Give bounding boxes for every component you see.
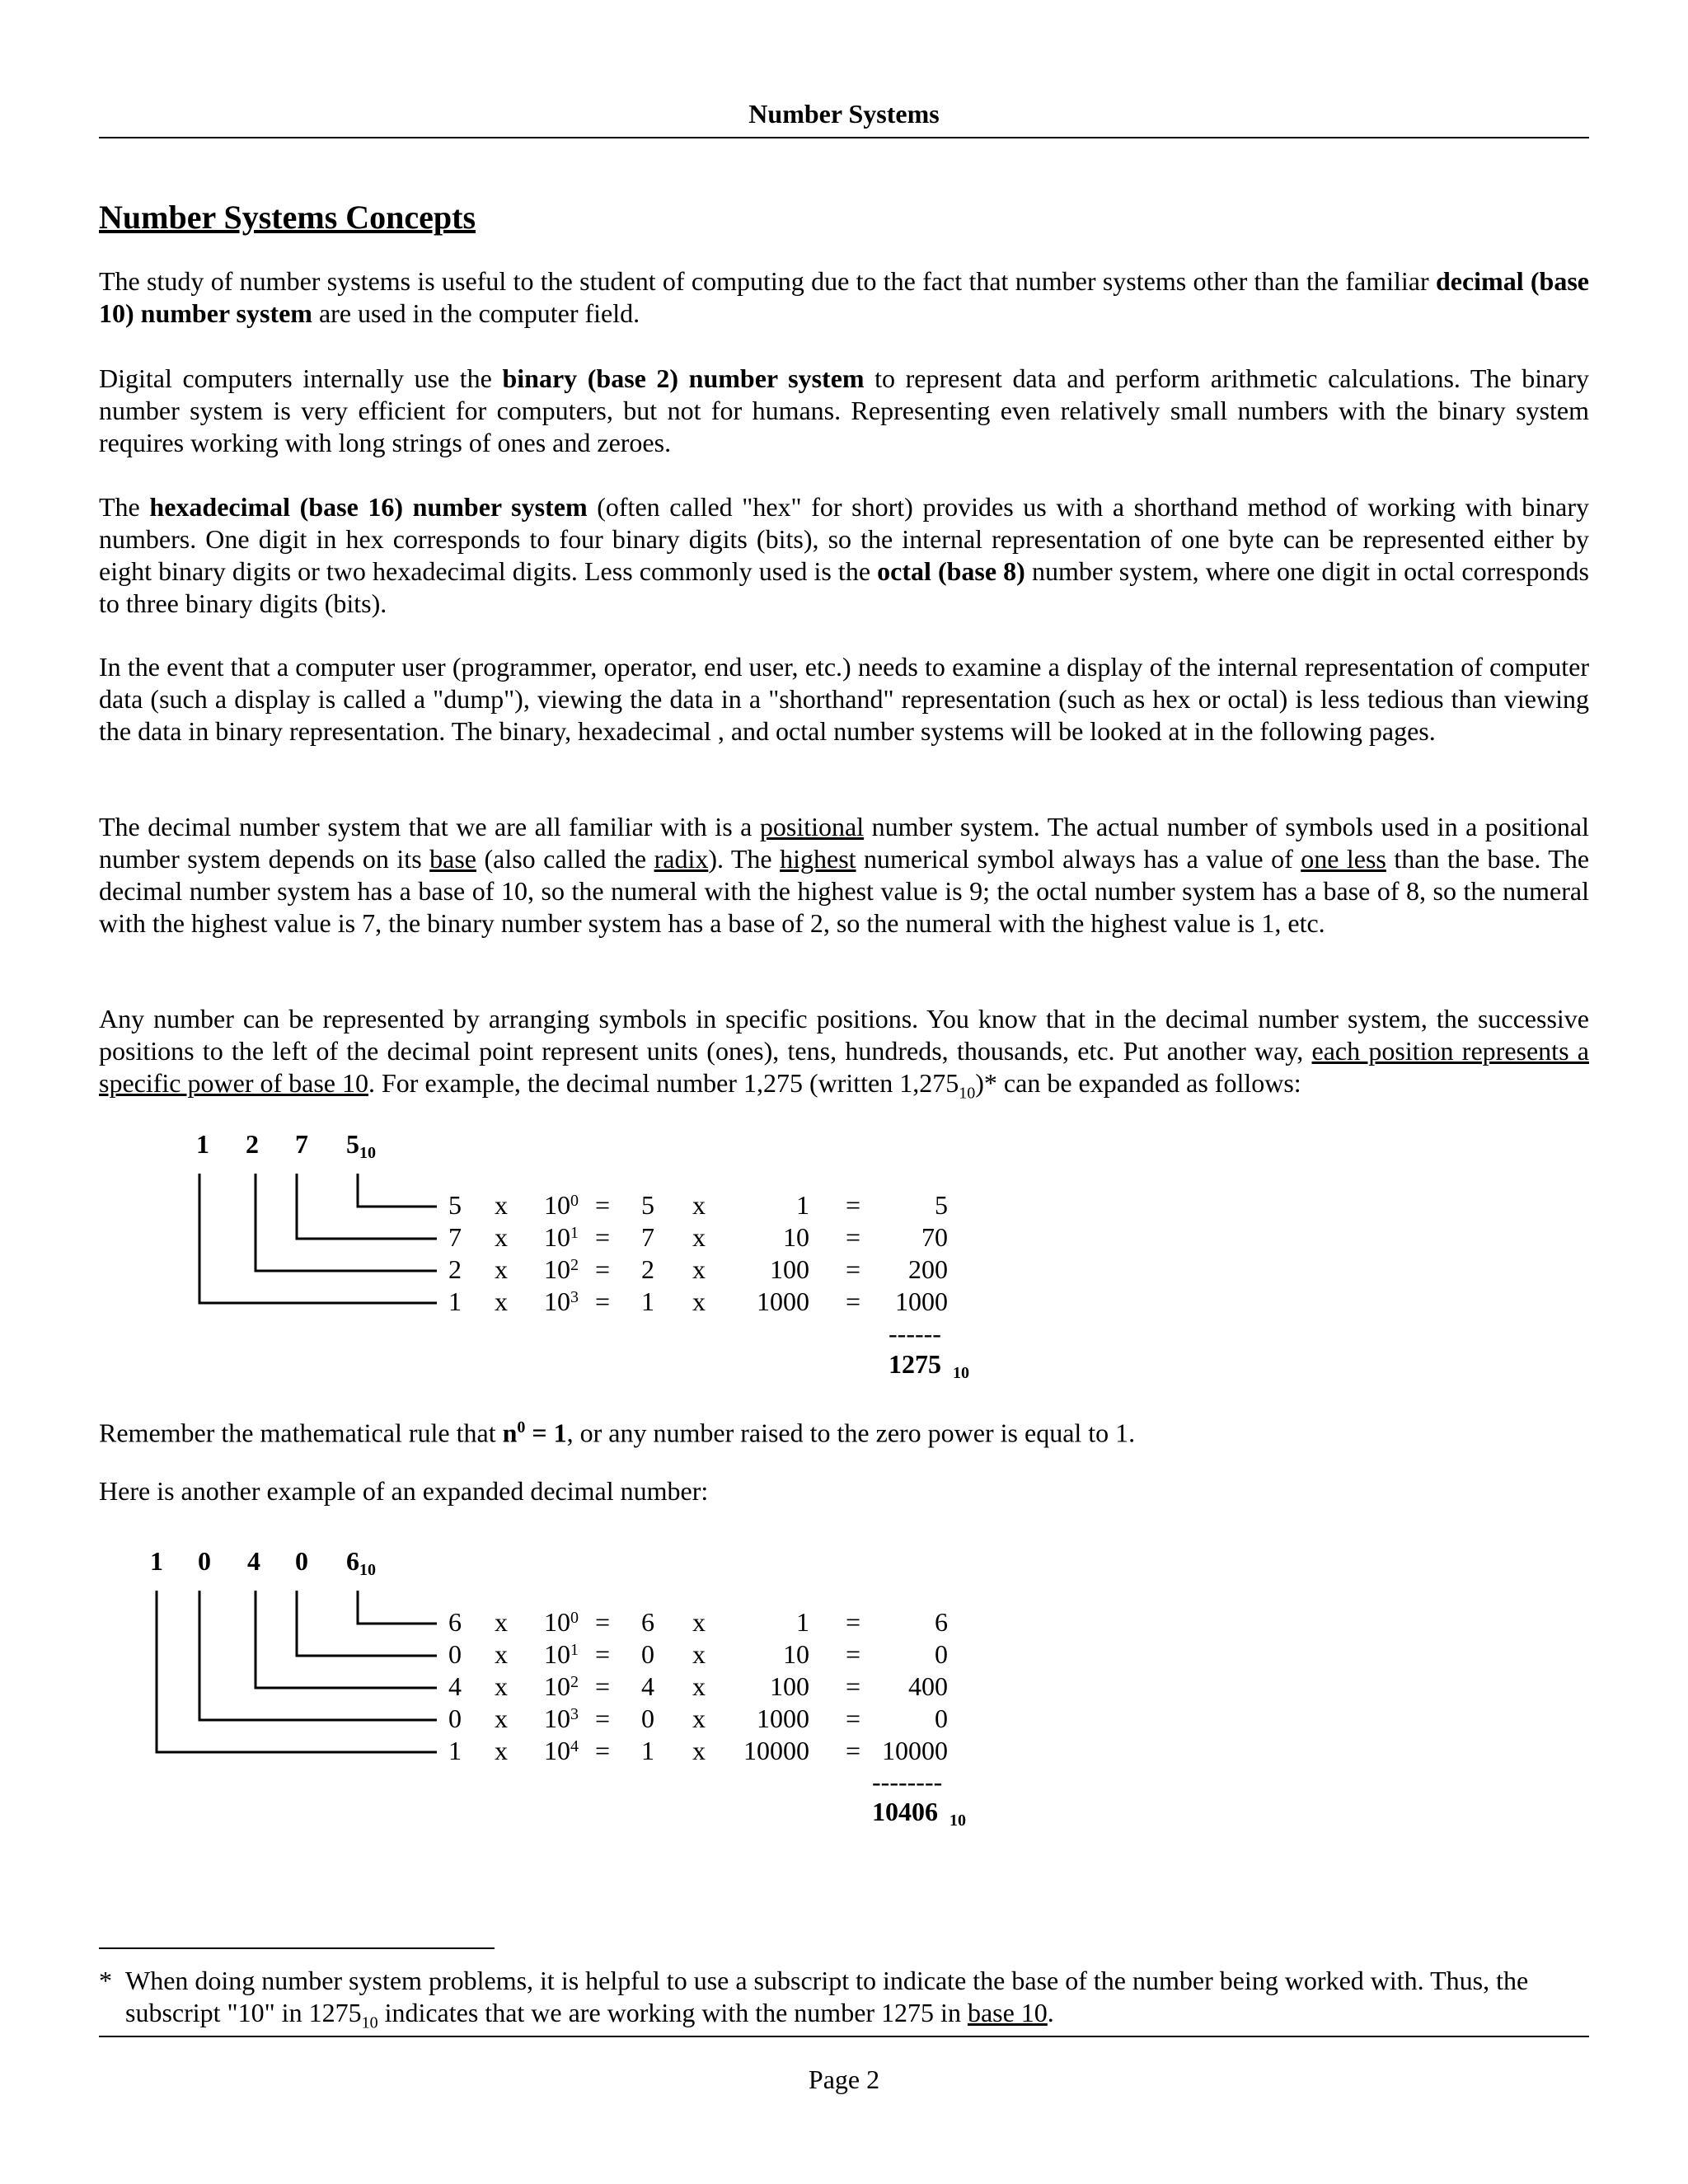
- expansion-cell-eq2: =: [845, 1736, 861, 1765]
- expansion-cell-eq: =: [594, 1254, 611, 1284]
- expansion-cell-b: $10^3$: [544, 1704, 579, 1733]
- example1-total-value: 1275: [889, 1349, 941, 1379]
- p5-underline-positional: positional: [759, 812, 865, 841]
- expansion-cell-d2: 1: [641, 1286, 654, 1316]
- expansion-cell-b: $10^1$: [544, 1222, 579, 1252]
- p5-underline-radix: radix: [654, 844, 709, 874]
- expansion-cell-eq2: =: [845, 1254, 861, 1284]
- expansion-cell-p: 1000: [757, 1704, 809, 1733]
- expansion-row: [0, 1704, 989, 1736]
- example2-digit: 0: [295, 1546, 308, 1576]
- exponent: 2: [570, 1673, 579, 1691]
- paragraph-dump: In the event that a computer user (programmer, operator, end user, etc.) needs to examine a display of the internal representation of computer data (such a display is called a "dump"), viewing the data in a "shorthand" representation (such as hex or octal) is less tedious than viewing the data in binary representation. The binary, hexadecimal , and octal number systems will be looked at in the following pages.: [99, 652, 1589, 746]
- p6-text-b: . For example, the decimal number 1,275 (written 1,275: [368, 1068, 959, 1098]
- expansion-row: [0, 1639, 989, 1671]
- rule-exponent: 0: [517, 1418, 526, 1436]
- p3-text-a: The: [99, 492, 150, 522]
- footnote: [99, 1965, 1589, 2039]
- example1-digit: 2: [246, 1129, 259, 1159]
- footnote-star: *: [99, 1966, 112, 1995]
- example1-dashes: ------: [889, 1319, 941, 1348]
- expansion-cell-d2: 2: [641, 1254, 654, 1284]
- expansion-cell-eq2: =: [845, 1286, 861, 1316]
- expansion-cell-r: 0: [935, 1639, 948, 1669]
- footnote-rule: [99, 1947, 495, 1949]
- p3-text-c: (often called "hex" for short) provides us with a shorthand method of working with binary numbers. One digit in hex corresponds to four binary digits (bits), so the internal representation of one byte can be represented either by eight binary digits or two hexadecimal digits. Less commonly used is the: [99, 492, 1590, 586]
- example2-total: [872, 1797, 966, 1830]
- p1-bold-decimal: decimal (base 10) number system: [99, 266, 1590, 328]
- expansion-cell-p: 1: [796, 1607, 809, 1637]
- expansion-cell-x2: x: [692, 1704, 706, 1733]
- expansion-cell-d2: 6: [641, 1607, 654, 1637]
- exponent: 3: [570, 1705, 579, 1723]
- expansion-cell-d: 6: [448, 1607, 462, 1637]
- expansion-cell-r: 10000: [882, 1736, 948, 1765]
- expansion-cell-x: x: [495, 1222, 508, 1252]
- rule-text-b: , or any number raised to the zero power is equal to 1.: [566, 1418, 1136, 1448]
- footer-rule: [99, 2036, 1589, 2037]
- rule-text-a: Remember the mathematical rule that: [99, 1418, 503, 1448]
- expansion-cell-eq: =: [594, 1286, 611, 1316]
- expansion-cell-d: 0: [448, 1639, 462, 1669]
- rule-n: n: [502, 1418, 518, 1448]
- expansion-cell-p: 10: [783, 1639, 809, 1669]
- expansion-cell-eq: =: [594, 1671, 611, 1701]
- p6-underline-each-position: each position represents a specific power of base 10: [99, 1036, 1590, 1098]
- p5-text-f: than the base. The decimal number system has a base of 10, so the numeral with the highest value is 9; the octal number system has a base of 8, so the numeral with the highest value is 7, the binary number system has a base of 2, so the numeral with the highest value is 1, etc.: [99, 844, 1590, 938]
- expansion-cell-b: $10^4$: [544, 1736, 579, 1765]
- example1-digit: 1: [196, 1129, 209, 1159]
- expansion-cell-d2: 5: [641, 1190, 654, 1220]
- example2-base-subscript: 10: [359, 1561, 376, 1579]
- p6-subscript: 10: [959, 1084, 976, 1103]
- p3-text-e: number system, where one digit in octal corresponds to three binary digits (bits).: [99, 556, 1590, 618]
- expansion-row: [0, 1671, 989, 1704]
- expansion-cell-x: x: [495, 1704, 508, 1733]
- expansion-cell-p: 10000: [743, 1736, 809, 1765]
- expansion-cell-r: 200: [908, 1254, 948, 1284]
- expansion-cell-d: 0: [448, 1704, 462, 1733]
- expansion-cell-b: $10^3$: [544, 1286, 579, 1316]
- expansion-cell-x: x: [495, 1736, 508, 1765]
- p5-underline-base: base: [429, 844, 476, 874]
- expansion-cell-x2: x: [692, 1222, 706, 1252]
- expansion-cell-eq: =: [594, 1190, 611, 1220]
- expansion-cell-b: $10^0$: [544, 1190, 579, 1220]
- footnote-text-b: indicates that we are working with the number 1275 in: [377, 1998, 968, 2027]
- exponent: 3: [570, 1288, 579, 1306]
- p2-text-c: to represent data and perform arithmetic calculations. The binary number system is very efficient for computers, but not for humans. Representing even relatively small numbers with the binary system requires working with long strings of ones and zeroes.: [99, 363, 1590, 457]
- expansion-cell-p: 1000: [757, 1286, 809, 1316]
- example2-digit: 6: [346, 1546, 359, 1576]
- example1-digit: 5: [346, 1129, 359, 1159]
- expansion-cell-x2: x: [692, 1736, 706, 1765]
- expansion-cell-x: x: [495, 1286, 508, 1316]
- expansion-cell-eq2: =: [845, 1222, 861, 1252]
- exponent: 4: [570, 1737, 579, 1755]
- p6-text-a: Any number can be represented by arranging symbols in specific positions. You know that in the decimal number system, the successive positions to the left of the decimal point represent units (ones), tens, hundreds, thousands, etc. Put another way,: [99, 1004, 1589, 1066]
- example2-bracket-lines: [0, 0, 495, 1764]
- expansion-cell-x2: x: [692, 1190, 706, 1220]
- footnote-subscript: 10: [361, 2013, 378, 2032]
- example2-dashes: --------: [872, 1767, 943, 1797]
- exponent: 0: [570, 1609, 579, 1627]
- expansion-cell-x2: x: [692, 1639, 706, 1669]
- expansion-cell-x2: x: [692, 1254, 706, 1284]
- example2-digit: 4: [247, 1546, 260, 1576]
- exponent: 1: [570, 1641, 579, 1659]
- p5-text-b: number system. The actual number of symbols used in a positional number system depends on its: [99, 812, 1590, 874]
- expansion-cell-eq2: =: [845, 1639, 861, 1669]
- p5-underline-highest: highest: [780, 844, 856, 874]
- expansion-cell-r: 70: [921, 1222, 948, 1252]
- expansion-cell-eq: =: [594, 1222, 611, 1252]
- expansion-cell-eq: =: [594, 1607, 611, 1637]
- expansion-cell-d2: 1: [641, 1736, 654, 1765]
- example1-total: [889, 1349, 969, 1380]
- exponent: 1: [570, 1224, 579, 1242]
- expansion-cell-eq2: =: [845, 1190, 861, 1220]
- exponent: 0: [570, 1192, 579, 1210]
- p5-text-e: numerical symbol always has a value of: [856, 844, 1301, 874]
- footnote-text-c: .: [1047, 1998, 1054, 2027]
- another-example-label: Here is another example of an expanded decimal number:: [99, 1476, 709, 1506]
- expansion-row: [0, 1607, 989, 1639]
- p5-text-d: ). The: [708, 844, 781, 874]
- expansion-cell-eq: =: [594, 1736, 611, 1765]
- expansion-cell-p: 10: [783, 1222, 809, 1252]
- p3-bold-hex: hexadecimal (base 16) number system: [149, 492, 588, 522]
- page-header-title: Number Systems: [748, 99, 940, 129]
- p2-text-a: Digital computers internally use the: [99, 363, 503, 393]
- expansion-cell-p: 100: [770, 1254, 809, 1284]
- example2-digit: 0: [198, 1546, 211, 1576]
- footnote-text-a: When doing number system problems, it is helpful to use a subscript to indicate the base of the number being worked with. Thus, the subscript "10" in 1275: [125, 1966, 1529, 2027]
- expansion-cell-d: 5: [448, 1190, 462, 1220]
- expansion-cell-d: 1: [448, 1736, 462, 1765]
- p1-text-c: are used in the computer field.: [312, 298, 640, 328]
- expansion-cell-x2: x: [692, 1671, 706, 1701]
- expansion-cell-eq2: =: [845, 1671, 861, 1701]
- p6-text-c: )* can be expanded as follows:: [975, 1068, 1301, 1098]
- expansion-cell-p: 100: [770, 1671, 809, 1701]
- expansion-cell-r: 400: [908, 1671, 948, 1701]
- expansion-cell-d2: 7: [641, 1222, 654, 1252]
- example2-digit: 1: [150, 1546, 163, 1576]
- example1-base-subscript: 10: [359, 1144, 376, 1162]
- expansion-cell-d: 7: [448, 1222, 462, 1252]
- expansion-cell-b: $10^1$: [544, 1639, 579, 1669]
- section-title: Number Systems Concepts: [99, 199, 476, 236]
- expansion-cell-eq: =: [594, 1639, 611, 1669]
- expansion-cell-d: 2: [448, 1254, 462, 1284]
- expansion-cell-r: 5: [935, 1190, 948, 1220]
- expansion-cell-r: 1000: [895, 1286, 948, 1316]
- expansion-row: [0, 1736, 989, 1768]
- expansion-cell-d: 4: [448, 1671, 462, 1701]
- p5-text-c: (also called the: [476, 844, 654, 874]
- expansion-cell-r: 6: [935, 1607, 948, 1637]
- expansion-cell-b: $10^2$: [544, 1254, 579, 1284]
- expansion-cell-d2: 0: [641, 1704, 654, 1733]
- expansion-cell-d2: 4: [641, 1671, 654, 1701]
- p5-text-a: The decimal number system that we are all familiar with is a: [99, 812, 760, 841]
- rule-equals-one: = 1: [525, 1418, 567, 1448]
- p5-underline-one-less: one less: [1301, 844, 1386, 874]
- expansion-cell-b: $10^2$: [544, 1671, 579, 1701]
- expansion-cell-x2: x: [692, 1607, 706, 1637]
- p2-bold-binary: binary (base 2) number system: [502, 363, 865, 393]
- expansion-cell-x: x: [495, 1639, 508, 1669]
- expansion-cell-eq: =: [594, 1704, 611, 1733]
- footnote-underline-base10: base 10: [967, 1998, 1048, 2027]
- expansion-cell-eq2: =: [845, 1607, 861, 1637]
- example1-total-base: 10: [953, 1364, 969, 1382]
- p1-text-a: The study of number systems is useful to the student of computing due to the fact that number systems other than the familiar: [99, 266, 1436, 296]
- expansion-cell-x: x: [495, 1254, 508, 1284]
- expansion-cell-d: 1: [448, 1286, 462, 1316]
- expansion-cell-b: $10^0$: [544, 1607, 579, 1637]
- expansion-cell-eq2: =: [845, 1704, 861, 1733]
- example1-digit: 7: [295, 1129, 308, 1159]
- expansion-cell-r: 0: [935, 1704, 948, 1733]
- expansion-cell-x: x: [495, 1607, 508, 1637]
- expansion-cell-d2: 0: [641, 1639, 654, 1669]
- expansion-cell-x2: x: [692, 1286, 706, 1316]
- example2-total-base: 10: [950, 1811, 966, 1830]
- exponent: 2: [570, 1256, 579, 1274]
- expansion-cell-x: x: [495, 1190, 508, 1220]
- expansion-cell-p: 1: [796, 1190, 809, 1220]
- example2-total-value: 10406: [872, 1797, 938, 1826]
- p3-bold-octal: octal (base 8): [877, 556, 1025, 586]
- page-number: Page 2: [808, 2064, 880, 2094]
- expansion-cell-x: x: [495, 1671, 508, 1701]
